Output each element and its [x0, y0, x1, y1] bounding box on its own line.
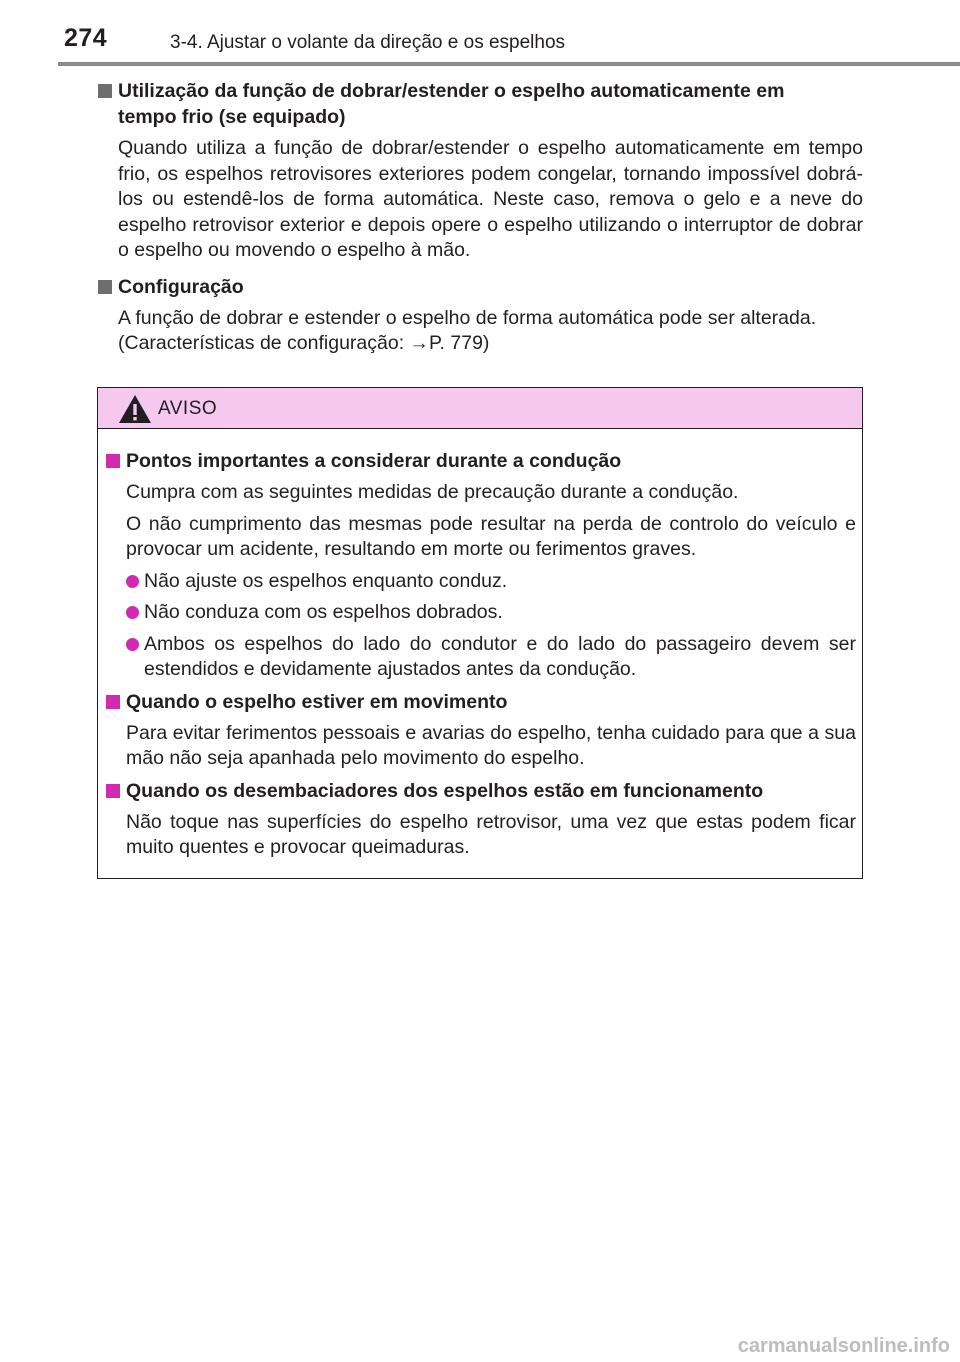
header-divider	[58, 62, 960, 66]
bullet-dot-icon	[126, 606, 139, 619]
warning-header	[98, 388, 862, 429]
page-header	[0, 0, 960, 62]
square-bullet-icon	[98, 84, 112, 98]
warning-heading-defoggers	[106, 778, 856, 804]
section-title: 3-4. Ajustar o volante da direção e os espelhos	[170, 32, 566, 53]
warning-triangle-icon	[117, 393, 153, 425]
list-item: Ambos os espelhos do lado do condutor e do lado do passageiro devem ser estendidos e devidamente ajustados antes da condução.	[106, 632, 856, 683]
warning-heading-mirror-moving	[106, 689, 856, 715]
bullet-dot-icon	[126, 575, 139, 588]
warning-para: Para evitar ferimentos pessoais e avarias do espelho, tenha cuidado para que a sua mão não seja apanhada pelo movimento do espelho.	[126, 721, 856, 769]
main-content	[98, 78, 863, 357]
heading-line-2: tempo frio (se equipado)	[118, 106, 346, 128]
heading-text: Quando o espelho estiver em movimento	[126, 690, 508, 713]
square-bullet-icon	[106, 784, 120, 798]
warning-box	[97, 387, 863, 879]
heading-line-1: Utilização da função de dobrar/estender o espelho automaticamente em	[118, 80, 785, 102]
warning-para: O não cumprimento das mesmas pode resultar na perda de controlo do veículo e provocar um acidente, resultando em morte ou ferimentos graves.	[126, 512, 856, 560]
heading-text: Configuração	[118, 275, 244, 298]
watermark: carmanualsonline.info	[737, 1335, 950, 1357]
list-item: Não conduza com os espelhos dobrados.	[106, 600, 856, 626]
square-bullet-icon	[106, 454, 120, 468]
square-bullet-icon	[106, 695, 120, 709]
heading-text: Pontos importantes a considerar durante a condução	[126, 450, 622, 472]
warning-heading-driving	[106, 448, 856, 474]
warning-title: AVISO	[158, 398, 218, 419]
page-number: 274	[64, 24, 108, 52]
warning-para: Cumpra com as seguintes medidas de precaução durante a condução.	[126, 481, 739, 503]
heading-text: Quando os desembaciadores dos espelhos estão em funcionamento	[126, 779, 764, 802]
section-heading-configuration	[98, 274, 863, 300]
section-body-configuration: A função de dobrar e estender o espelho de forma automática pode ser alterada.	[118, 306, 817, 329]
bullet-dot-icon	[126, 638, 139, 651]
configuration-reference: (Características de configuração: →P. 779)	[118, 332, 490, 354]
square-bullet-icon	[98, 280, 112, 294]
section-body-cold-weather: Quando utiliza a função de dobrar/estender o espelho automaticamente em tempo frio, os espelhos retrovisores exteriores podem congelar, tornando impossível dobrá-los ou estendê-los de forma automática. Neste caso, remova o gelo e a neve do espelho retrovisor exterior e depois opere o espelho utilizando o interruptor de dobrar o espelho ou movendo o espelho à mão.	[118, 137, 863, 261]
warning-body	[106, 448, 856, 861]
section-heading-cold-weather	[98, 78, 863, 130]
warning-para: Não toque nas superfícies do espelho retrovisor, uma vez que estas podem ficar muito quentes e provocar queimaduras.	[126, 810, 856, 858]
list-item: Não ajuste os espelhos enquanto conduz.	[106, 569, 856, 595]
